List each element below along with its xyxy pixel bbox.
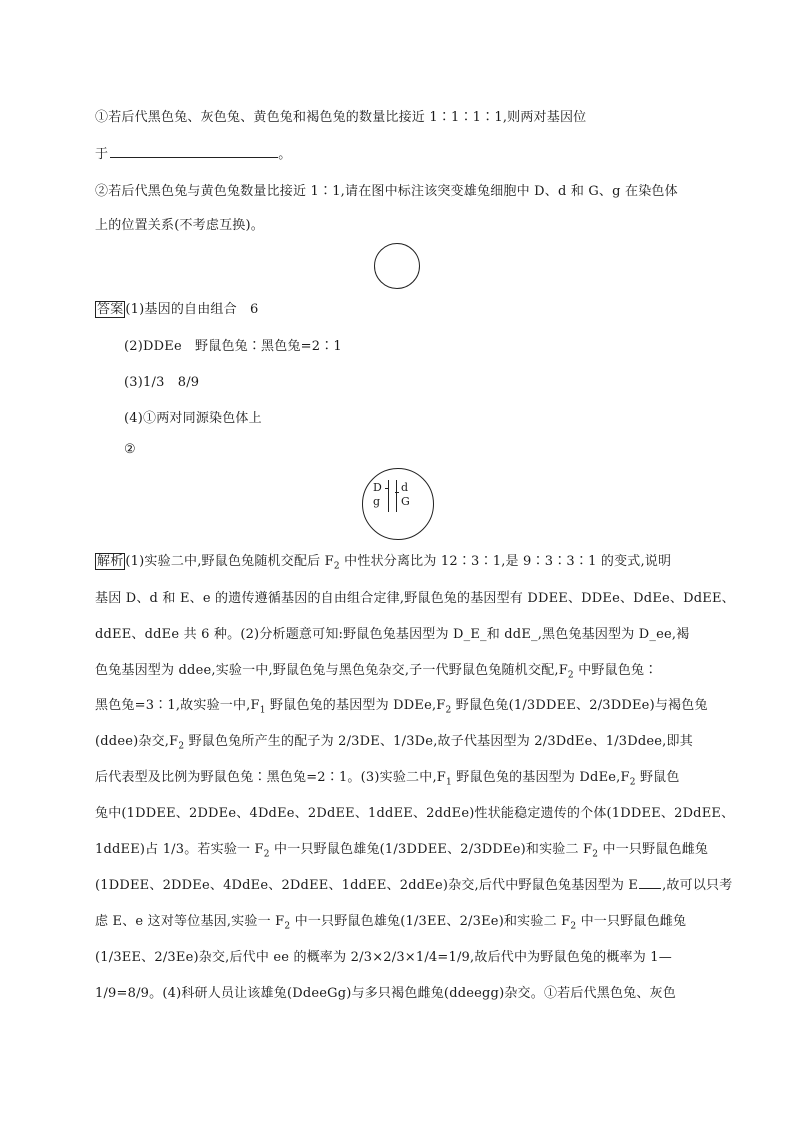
analysis-line10: (1DDEE、2DDEe、4DdEe、2DdEE、1ddEE、2ddEe)杂交,后代中野鼠色兔基因型为 E ,故可以只考 xyxy=(95,878,733,893)
locus-mark-right xyxy=(395,492,399,493)
answer-line2: (2)DDEe 野鼠色兔∶黑色兔=2∶1 xyxy=(124,339,342,354)
analysis-line5: 黑色兔=3∶1,故实验一中$,F_1$ 野鼠色兔的基因型为 $DDEe,F_2$ 野鼠色兔(1/3DDEE、2/3DDEe)与褐色兔 xyxy=(95,698,708,716)
analysis-line12: (1/3EE、2/3Ee)杂交,后代中 ee 的概率为 2/3×2/3×1/4=1/9,故后代中为野鼠色兔的概率为 1— xyxy=(95,950,672,965)
analysis-line9: 1ddEE)占 1/3。若实验一 $F_2$ 中一只野鼠色雄兔(1/3DDEE、2/3DDEe)和实验二 $F_2$ 中一只野鼠色雌兔 xyxy=(95,842,709,860)
locus-mark-left xyxy=(385,488,389,489)
chromosome-left xyxy=(388,480,389,512)
analysis-line3: ddEE、ddEe 共 6 种。(2)分析题意可知:野鼠色兔基因型为 D_E_和 ddE_,黑色兔基因型为 D_ee,褐 xyxy=(95,627,690,642)
analysis-line8: 兔中(1DDEE、2DDEe、4DdEe、2DdEE、1ddEE、2ddEe)性状能稳定遗传的个体(1DDEE、2DdEE、 xyxy=(95,806,735,821)
analysis-line4: 色兔基因型为 ddee,实验一中,野鼠色兔与黑色兔杂交,子一代野鼠色兔随机交配$,F_2$ 中野鼠色兔∶ xyxy=(95,663,658,681)
answer-line5: ② xyxy=(124,442,136,457)
question-part1-line2 xyxy=(95,143,291,162)
answer-text-1: (1)基因的自由组合 6 xyxy=(125,302,259,317)
analysis-label: 解析 xyxy=(97,554,124,569)
gene-label-d: d xyxy=(401,481,409,494)
analysis-line1: 解析 (1)实验二中,野鼠色兔随机交配后 $F_2$ 中性状分离比为 12∶3∶1,是 9∶3∶3∶1 的变式,说明 xyxy=(97,554,672,572)
question-part1-prefix: 于 xyxy=(95,147,109,162)
answer-line4: (4)①两对同源染色体上 xyxy=(124,411,262,426)
fill-in-blank[interactable] xyxy=(110,145,278,158)
answer-line3: (3)1/3 8/9 xyxy=(124,375,200,390)
question-part1-suffix: 。 xyxy=(278,147,292,162)
question-part2-line1: ②若后代黑色兔与黄色兔数量比接近 1∶1,请在图中标注该突变雄兔细胞中 D、d 和 G、g 在染色体 xyxy=(95,184,678,199)
answer-label: 答案 xyxy=(97,302,124,317)
analysis-line13: 1/9=8/9。(4)科研人员让该雄兔(DdeeGg)与多只褐色雌兔(ddeegg)杂交。①若后代黑色兔、灰色 xyxy=(95,986,676,1001)
gene-label-D: D xyxy=(373,481,382,494)
cell-diagram xyxy=(362,468,434,540)
chromosome-right xyxy=(396,480,397,512)
gene-label-g: g xyxy=(373,495,381,508)
gene-label-G: G xyxy=(401,495,410,508)
question-part1-line1: ①若后代黑色兔、灰色兔、黄色兔和褐色兔的数量比接近 1∶1∶1∶1,则两对基因位 xyxy=(95,110,587,125)
empty-cell-circle[interactable] xyxy=(374,243,420,289)
question-part2-line2: 上的位置关系(不考虑互换)。 xyxy=(95,218,264,233)
analysis-line2: 基因 D、d 和 E、e 的遗传遵循基因的自由组合定律,野鼠色兔的基因型有 DDEE、DDEe、DdEe、DdEE、 xyxy=(95,591,735,606)
inline-blank xyxy=(639,876,661,889)
analysis-line6: (ddee)杂交$,F_2$ 野鼠色兔所产生的配子为 2/3DE、1/3De,故子代基因型为 2/3DdEe、1/3Ddee,即其 xyxy=(95,734,693,752)
analysis-line11: 虑 E、e 这对等位基因,实验一 $F_2$ 中一只野鼠色雄兔(1/3EE、2/3Ee)和实验二 $F_2$ 中一只野鼠色雌兔 xyxy=(95,914,687,932)
analysis-line7: 后代表型及比例为野鼠色兔∶黑色兔=2∶1。(3)实验二中$,F_1$ 野鼠色兔的基因型为 $DdEe,F_2$ 野鼠色 xyxy=(95,770,680,788)
answer-line1 xyxy=(95,298,259,317)
